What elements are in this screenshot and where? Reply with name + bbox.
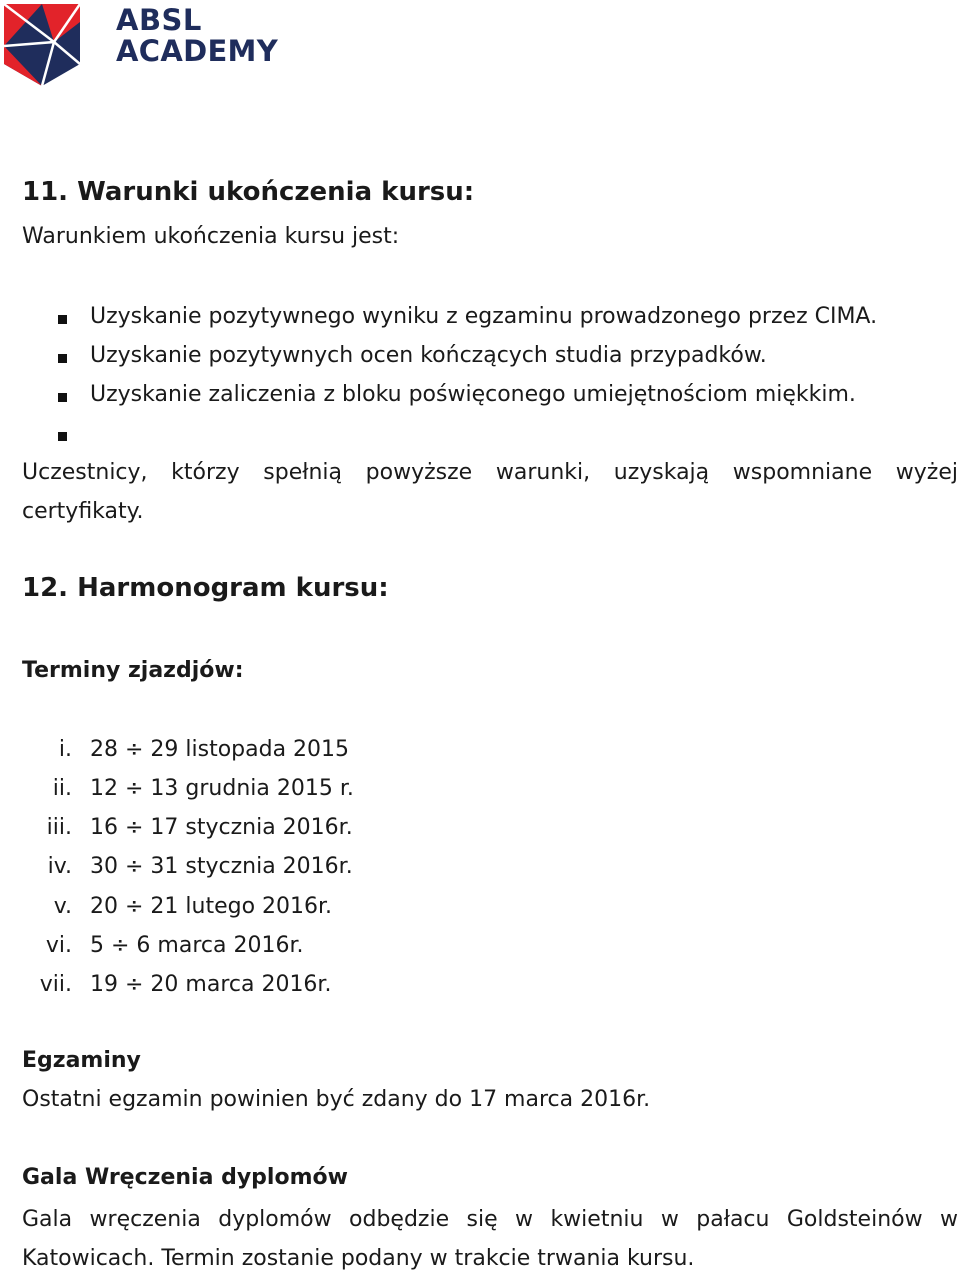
section-11-title: 11. Warunki ukończenia kursu: bbox=[22, 177, 475, 207]
dates-heading: Terminy zjazdjów: bbox=[22, 658, 244, 683]
list-number: iv. bbox=[47, 854, 72, 879]
date-text: 12 ÷ 13 grudnia 2015 r. bbox=[90, 776, 354, 801]
list-number: i. bbox=[58, 737, 72, 762]
date-text: 20 ÷ 21 lutego 2016r. bbox=[90, 894, 333, 919]
gala-heading: Gala Wręczenia dyplomów bbox=[22, 1165, 348, 1190]
list-item-text: Uzyskanie pozytywnych ocen kończących studia przypadków. bbox=[90, 343, 767, 368]
square-bullet-icon bbox=[58, 354, 67, 363]
square-bullet-icon bbox=[58, 315, 67, 324]
square-bullet-icon bbox=[58, 393, 67, 402]
date-text: 19 ÷ 20 marca 2016r. bbox=[90, 972, 332, 997]
section-12-title: 12. Harmonogram kursu: bbox=[22, 573, 389, 603]
logo-text-academy: ACADEMY bbox=[116, 34, 279, 68]
section-11-closing: Uczestnicy, którzy spełnią powyższe warunki, uzyskają wspomniane wyżej certyfikaty. bbox=[22, 460, 958, 524]
list-number: v. bbox=[53, 894, 72, 919]
list-number: ii. bbox=[52, 776, 72, 801]
date-text: 5 ÷ 6 marca 2016r. bbox=[90, 933, 304, 958]
date-text: 30 ÷ 31 stycznia 2016r. bbox=[90, 854, 353, 879]
logo-emblem-icon bbox=[2, 2, 82, 88]
list-number: vii. bbox=[39, 972, 72, 997]
date-text: 16 ÷ 17 stycznia 2016r. bbox=[90, 815, 353, 840]
exams-heading: Egzaminy bbox=[22, 1048, 141, 1073]
list-item-text: Uzyskanie pozytywnego wyniku z egzaminu prowadzonego przez CIMA. bbox=[90, 304, 878, 329]
exams-text: Ostatni egzamin powinien być zdany do 17 marca 2016r. bbox=[22, 1087, 651, 1112]
section-11-intro: Warunkiem ukończenia kursu jest: bbox=[22, 224, 400, 249]
list-number: vi. bbox=[45, 933, 72, 958]
date-text: 28 ÷ 29 listopada 2015 bbox=[90, 737, 350, 762]
square-bullet-icon bbox=[58, 432, 67, 441]
absl-academy-logo bbox=[2, 2, 302, 88]
logo-text-absl: ABSL bbox=[116, 3, 202, 37]
gala-text: Gala wręczenia dyplomów odbędzie się w kwietniu w pałacu Goldsteinów w Katowicach. Termin zostanie podany w trakcie trwania kursu. bbox=[22, 1207, 958, 1271]
list-item-text: Uzyskanie zaliczenia z bloku poświęconego umiejętnościom miękkim. bbox=[90, 382, 856, 407]
list-number: iii. bbox=[46, 815, 72, 840]
